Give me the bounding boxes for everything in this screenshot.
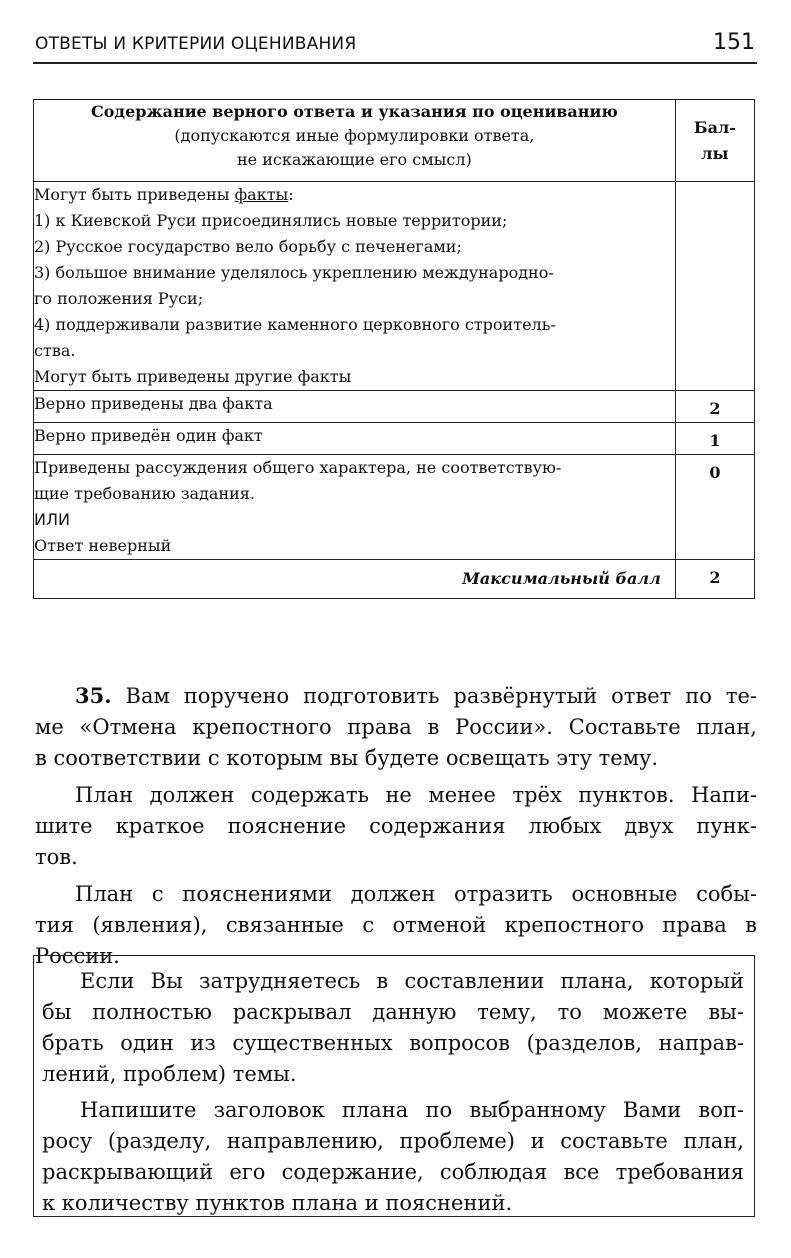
hint-line: брать один из существенных вопросов (разделов, направ- [42,1031,744,1055]
criterion-cell [34,455,676,560]
score-header-line-1: Бал- [693,117,736,137]
hint-line: раскрывающий его содержание, соблюдая все требования [42,1160,744,1184]
max-score-value: 2 [675,560,754,599]
task-line: России. [35,944,120,968]
task-text: Вам поручено подготовить развёрнутый ответ по те- [125,684,757,708]
hint-line: бы полностью раскрывал данную тему, то можете вы- [42,1000,744,1024]
task-35 [35,680,757,978]
score-header-line-2: лы [701,143,729,163]
hint-box [33,955,755,1217]
task-line: шите краткое пояснение содержания любых двух пунк- [35,814,757,838]
fact-line: 2) Русское государство вело борьбу с печенегами; [34,237,462,256]
hint-line: Если Вы затрудняетесь в составлении плана, который [80,969,744,993]
criterion-cell: Верно приведены два факта [34,391,676,423]
fact-line: Могут быть приведены другие факты [34,367,352,386]
facts-intro-prefix: Могут быть приведены [34,185,235,204]
table-row [34,423,755,455]
score-column-header [675,100,754,182]
task-line: тов. [35,845,78,869]
content-column-header [34,100,676,182]
zero-line: Приведены рассуждения общего характера, не соответствую- [34,458,562,477]
facts-intro-word: факты [234,185,289,204]
header-title: Содержание верного ответа и указания по оцениванию [91,102,618,121]
task-paragraph-2 [35,780,757,873]
hint-paragraph-1 [42,966,744,1090]
hint-line: росу (разделу, направлению, проблеме) и составьте план, [42,1129,744,1153]
header-note-2: не искажающие его смысл) [237,150,472,169]
criteria-table [33,99,755,599]
table-row [34,391,755,423]
facts-score-cell [675,182,754,391]
facts-cell [34,182,676,391]
fact-line: 4) поддерживали развитие каменного церковного строитель- [34,315,556,334]
task-line: План с пояснениями должен отразить основные собы- [75,882,757,906]
facts-intro-suffix: : [288,185,294,204]
table-row-zero [34,455,755,560]
criterion-cell: Верно приведён один факт [34,423,676,455]
hint-line: к количеству пунктов плана и пояснений. [42,1191,513,1215]
fact-line: 1) к Киевской Руси присоединялись новые территории; [34,211,508,230]
task-line: План должен содержать не менее трёх пунктов. Напи- [75,783,757,807]
running-title: ОТВЕТЫ И КРИТЕРИИ ОЦЕНИВАНИЯ [35,34,357,54]
facts-row [34,182,755,391]
zero-line: Ответ неверный [34,536,172,555]
task-number: 35. [75,683,112,708]
score-cell: 2 [675,391,754,423]
max-score-label: Максимальный балл [34,560,676,599]
hint-line: Напишите заголовок плана по выбранному Вами воп- [80,1098,744,1122]
page-number: 151 [713,30,755,55]
score-cell: 1 [675,423,754,455]
task-line: ме «Отмена крепостного права в России». Составьте план, [35,715,757,739]
facts-intro [34,182,675,208]
hint-paragraph-2 [42,1095,744,1219]
header-note-1: (допускаются иные формулировки ответа, [174,126,535,145]
zero-line: щие требованию задания. [34,484,255,503]
hint-line: лений, проблем) темы. [42,1062,297,1086]
task-line: в соответствии с которым вы будете освещать эту тему. [35,746,659,770]
fact-line: го положения Руси; [34,289,204,308]
task-line: тия (явления), связанные с отменой крепостного права в [35,913,757,937]
score-cell: 0 [675,455,754,560]
task-paragraph-1 [35,680,757,774]
task-line [35,680,757,712]
table-header-row [34,100,755,182]
zero-or: ИЛИ [34,510,70,529]
fact-line: ства. [34,341,76,360]
fact-line: 3) большое внимание уделялось укреплению международно- [34,263,554,282]
max-score-row [34,560,755,599]
page-header [33,26,757,64]
